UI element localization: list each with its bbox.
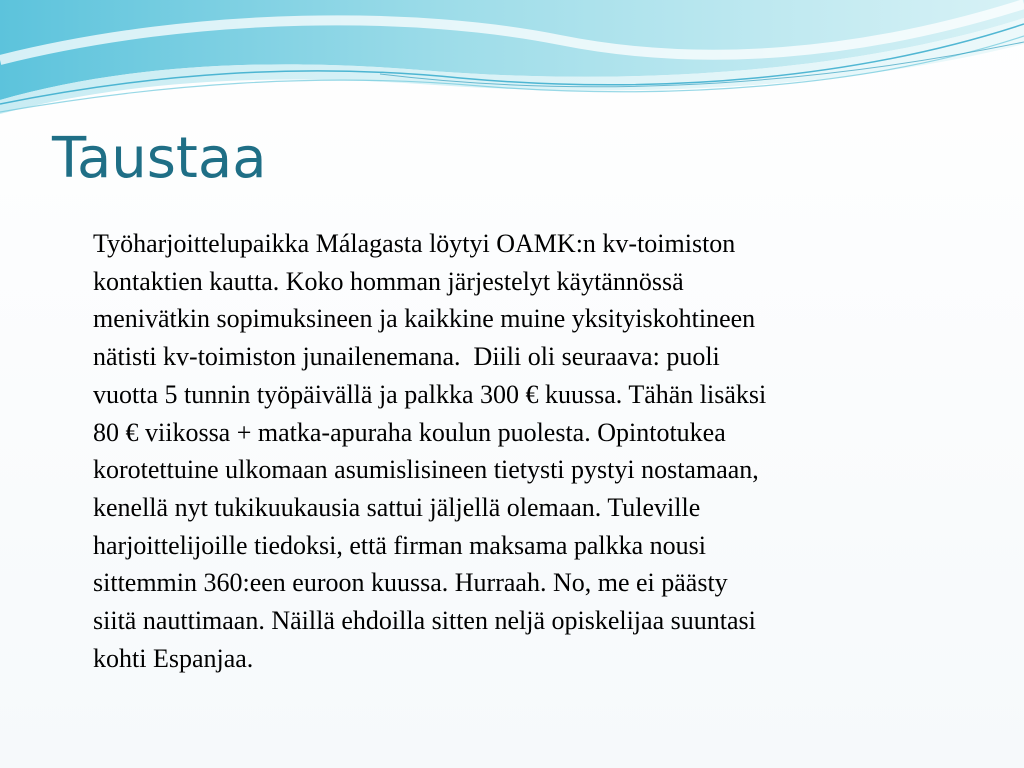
body-line: vuotta 5 tunnin työpäivällä ja palkka 300 € kuussa. Tähän lisäksi (93, 379, 767, 409)
body-line: menivätkin sopimuksineen ja kaikkine muine yksityiskohtineen (93, 304, 756, 334)
body-paragraph (93, 225, 973, 677)
slide-title: Taustaa (52, 126, 267, 191)
body-line: kohti Espanjaa. (93, 643, 254, 673)
body-line: sittemmin 360:een euroon kuussa. Hurraah. No, me ei päästy (93, 568, 728, 598)
body-line: kenellä nyt tukikuukausia sattui jäljellä olemaan. Tuleville (93, 492, 701, 522)
body-line: korotettuine ulkomaan asumislisineen tietysti pystyi nostamaan, (93, 455, 759, 485)
body-line: nätisti kv-toimiston junailenemana. Diili oli seuraava: puoli (93, 342, 720, 372)
body-line: harjoittelijoille tiedoksi, että firman maksama palkka nousi (93, 530, 707, 560)
body-line: siitä nauttimaan. Näillä ehdoilla sitten neljä opiskelijaa suuntasi (93, 606, 756, 636)
body-line: kontaktien kautta. Koko homman järjestelyt käytännössä (93, 266, 684, 296)
body-line: Työharjoittelupaikka Málagasta löytyi OAMK:n kv-toimiston (93, 229, 736, 258)
wave-banner-decoration (0, 0, 1024, 130)
body-line: 80 € viikossa + matka-apuraha koulun puolesta. Opintotukea (93, 417, 726, 447)
